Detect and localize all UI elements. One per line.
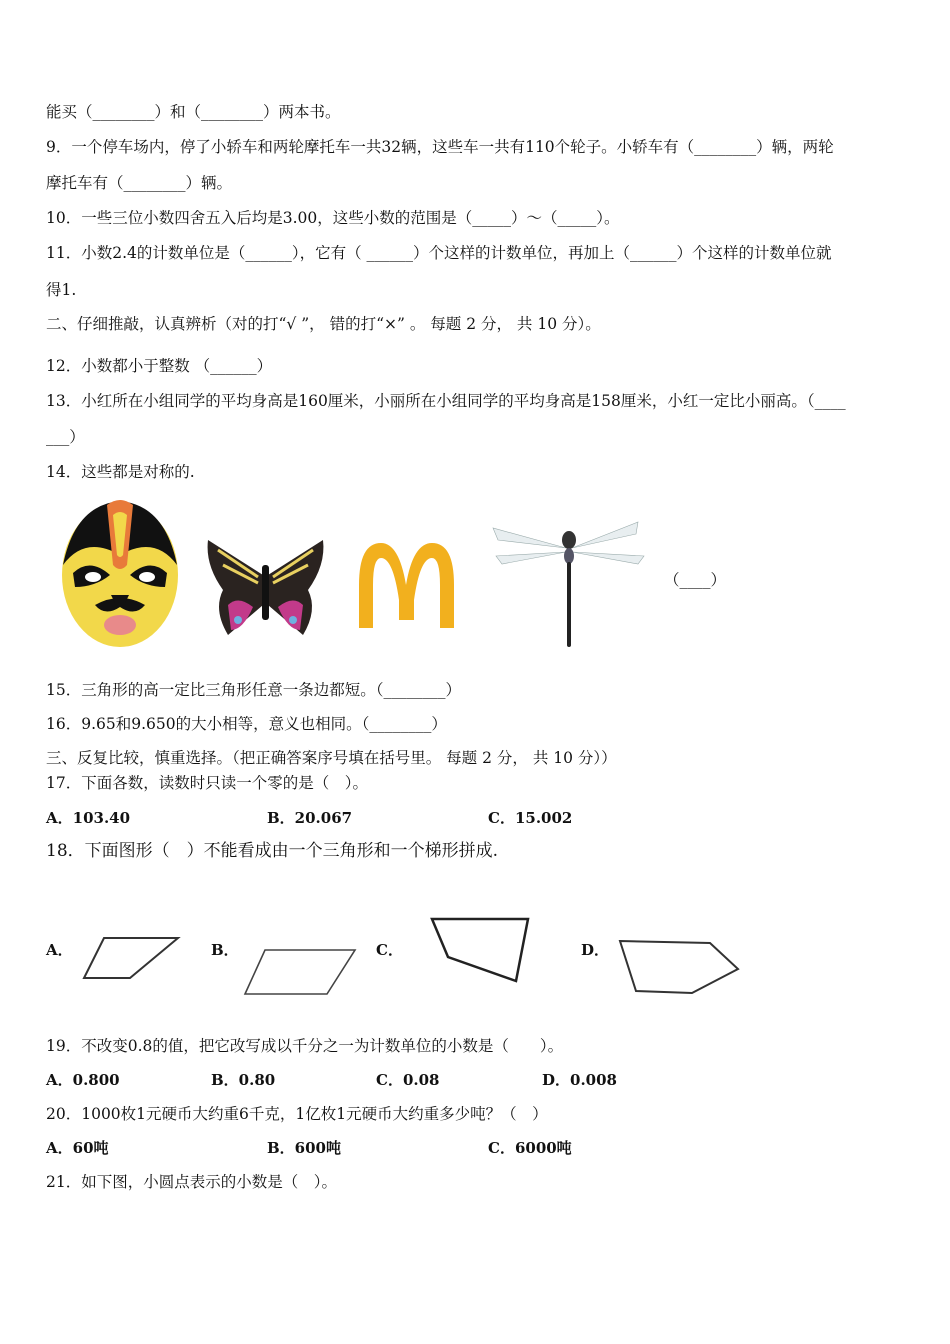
q19-option-b: B．0.80 [211, 1071, 276, 1089]
mcdonalds-logo-icon [354, 540, 459, 630]
q10: 10．一些三位小数四舍五入后均是3.00，这些小数的范围是（_____）～（_____）。 [46, 209, 620, 227]
q18-shape-c-quadrilateral [428, 913, 534, 985]
q20: 20．1000枚1元硬币大约重6千克，1亿枚1元硬币大约重多少吨？（ ） [46, 1105, 548, 1123]
q18-shape-d-pentagon [614, 937, 744, 997]
q20-option-b: B．600吨 [267, 1139, 341, 1157]
q9-line2: 摩托车有（________）辆。 [46, 174, 233, 192]
q20-option-c: C．6000吨 [488, 1139, 572, 1157]
q18-option-b: B． [211, 941, 239, 959]
q18-option-d: D． [581, 941, 610, 959]
q17-option-b: B．20.067 [267, 809, 353, 827]
section-2-heading: 二、仔细推敲，认真辨析（对的打“√ ”， 错的打“×” 。 每题 2 分， 共 10 分）。 [46, 315, 601, 333]
q12: 12．小数都小于整数 （______） [46, 357, 273, 375]
q17-option-c: C．15.002 [488, 809, 573, 827]
q18-shape-a-parallelogram [80, 934, 184, 982]
q18-shape-b-parallelogram [241, 946, 359, 998]
q20-option-a: A．60吨 [46, 1139, 109, 1157]
q19-option-a: A．0.800 [46, 1071, 120, 1089]
q17-option-a: A．103.40 [46, 809, 131, 827]
q8-continuation: 能买（________）和（________）两本书。 [46, 103, 341, 121]
q16: 16．9.65和9.650的大小相等，意义也相同。（________） [46, 715, 447, 733]
q14: 14．这些都是对称的. [46, 463, 195, 481]
opera-mask-icon [55, 495, 185, 650]
q18: 18．下面图形（ ）不能看成由一个三角形和一个梯形拼成. [46, 841, 499, 861]
q17: 17．下面各数，读数时只读一个零的是（ ）。 [46, 774, 368, 792]
q11-line2: 得1. [46, 281, 77, 299]
dragonfly-icon [488, 518, 648, 650]
q13-line2: ___） [46, 428, 85, 446]
q19-option-c: C．0.08 [376, 1071, 440, 1089]
section-3-heading: 三、反复比较，慎重选择。（把正确答案序号填在括号里。 每题 2 分， 共 10 分）） [46, 749, 617, 767]
q9-line1: 9．一个停车场内，停了小轿车和两轮摩托车一共32辆，这些车一共有110个轮子。小轿车有（________）辆，两轮 [46, 138, 834, 156]
q14-answer-blank: （____） [664, 571, 727, 589]
q21: 21．如下图，小圆点表示的小数是（ ）。 [46, 1173, 337, 1191]
q19-option-d: D．0.008 [542, 1071, 617, 1089]
q15: 15．三角形的高一定比三角形任意一条边都短。（________） [46, 681, 461, 699]
q18-option-c: C． [376, 941, 403, 959]
q11-line1: 11．小数2.4的计数单位是（______），它有（ ______）个这样的计数单位，再加上（______）个这样的计数单位就 [46, 244, 832, 262]
q13-line1: 13．小红所在小组同学的平均身高是160厘米，小丽所在小组同学的平均身高是158厘米，小红一定比小丽高。（____ [46, 392, 846, 410]
q18-option-a: A． [46, 941, 73, 959]
q19: 19．不改变0.8的值，把它改写成以千分之一为计数单位的小数是（ ）。 [46, 1037, 564, 1055]
butterfly-icon [203, 535, 328, 643]
